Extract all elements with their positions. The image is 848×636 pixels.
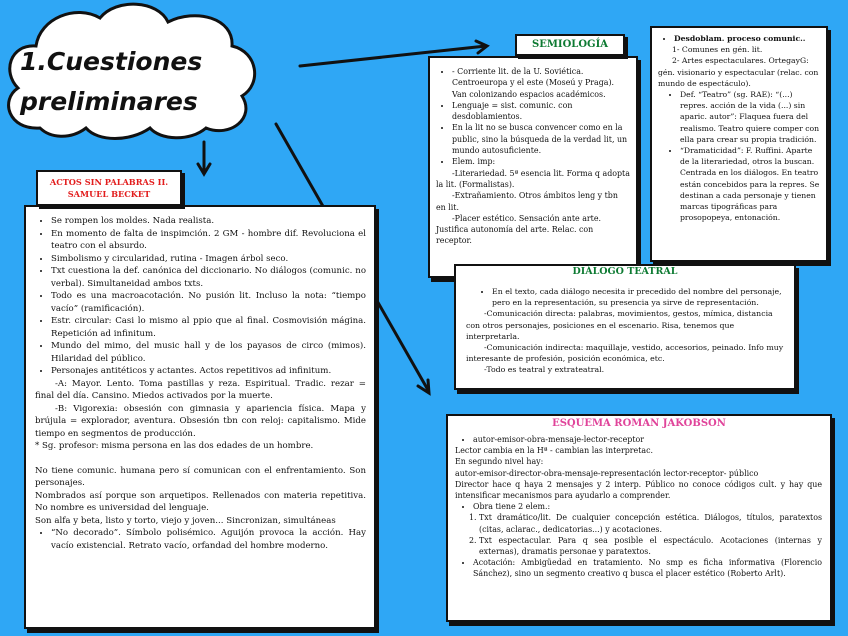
title-line-1: 1.Cuestiones (20, 47, 203, 76)
actos-bullet-0: • Se rompen los moldes. Nada realista. (51, 215, 366, 228)
actos-bullet-2: • Simbolismo y circularidad, rutina - Imagen árbol seco. (51, 253, 366, 266)
actos-bullet-7: • Personajes antitéticos y actantes. Actos repetitivos ad infinitum. (51, 365, 366, 378)
dialogo-bullet: • En el texto, cada diálogo necesita ir precedido del nombre del personaje, pero en la representación, su presencia ya sirve de representación. (492, 286, 786, 308)
esquema-panel (446, 414, 832, 622)
actos-panel (24, 205, 376, 629)
actos-bullet-1: • En momento de falta de inspimción. 2 GM - hombre dif. Revoluciona el teatro con el absurdo. (51, 228, 366, 253)
semiologia-bullet-3: • Elem. imp: (452, 156, 630, 167)
esquema-line-1: En segundo nivel hay: (455, 457, 544, 467)
esquema-bullet2-list (455, 501, 822, 512)
semiologia-item-2: -Placer estético. Sensación ante arte. Justifica autonomía del arte. Relac. con receptor. (436, 213, 602, 246)
semiologia-bullet-1: • Lenguaje = sist. comunic. con desdoblamientos. (452, 100, 630, 123)
actos-bullet-list (35, 215, 366, 378)
semiologia-heading: SEMIOLOGÍA (515, 34, 625, 56)
semiologia-item-0: -Literariedad. 5ª esencia lit. Forma q adopta la lit. (Formalistas). (436, 168, 630, 189)
actos-bullet-6: • Mundo del mimo, del music hall y de los payasos de circo (mimos). Hilaridad del público. (51, 340, 366, 365)
actos-para-comm: No tiene comunic. humana pero sí comunican con el enfrentamiento. Son personajes. (35, 465, 366, 488)
dialogo-line-0: -Comunicación directa: palabras, movimientos, gestos, mímica, distancia con otros personajes, posiciones en el escenario. Risa, tenemos que interpretarla. (466, 309, 773, 341)
dialogo-line-1: -Comunicación indirecta: maquillaje, vestido, accesorios, peinado. Info muy interesante de profesión, posición económica, etc. (466, 343, 784, 364)
esquema-bullet-2: • Obra tiene 2 elem.: (473, 501, 822, 512)
esquema-numbered-0: 1. Txt dramático/lit. De cualquier concepción estética. Diálogos, títulos, paratextos (citas, aclarac., dedicatorias...) y acotaciones. (479, 512, 822, 534)
actos-para-a: -A: Mayor. Lento. Toma pastillas y reza. Espiritual. Tradic. rezar = final del día. Cansino. Miedos activados por la muerte. (35, 378, 366, 401)
semiologia-bullet-2: • En la lit no se busca convencer como en la public, sino la búsqueda de la verdad lit, un mundo autosuficiente. (452, 122, 630, 156)
actos-para-prof: * Sg. profesor: misma persona en las dos edades de un hombre. (35, 441, 314, 451)
esquema-line-0: Lector cambia en la Hª - cambian las interpretac. (455, 446, 654, 456)
desdoblam-bullets (658, 89, 821, 223)
esquema-bullet3-list (455, 557, 822, 579)
actos-heading: ACTOS SIN PALABRAS II. SAMUEL BECKET (36, 170, 182, 206)
desdoblam-bullet-1: • “Dramaticidad”: F. Ruffini. Aparte de la literariedad, otros la buscan. Centrada en los diálogos. En teatro están concebidos para la repres. Se destinan a cada personaje y tienen marcas tipográficas para prosopopeya, entonación. (680, 145, 821, 223)
semiologia-bullet-0: • - Corriente lit. de la U. Soviética. Centroeuropa y el este (Moseú y Praga). Van colonizando espacios académicos. (452, 66, 630, 100)
actos-last-bullet: • “No decorado”. Símbolo polisémico. Aguijón provoca la acción. Hay vacío existencial. Retrato vacío, orfandad del hombre moderno. (51, 527, 366, 552)
esquema-numbered-list (455, 512, 822, 557)
semiologia-panel (428, 56, 638, 278)
actos-last-list (35, 527, 366, 552)
actos-para-nombr: Nombrados así porque son arquetipos. Rellenados con materia repetitiva. No nombre es universidad del lenguaje. (35, 490, 366, 513)
actos-para-alfa: Son alfa y beta, listo y torto, viejo y joven... Sincronizan, simultáneas (35, 515, 336, 526)
actos-bullet-5: • Estr. circular: Casi lo mismo al ppio que al final. Cosmovisión mágina. Repetición ad infinitum. (51, 315, 366, 340)
esquema-bullet-3: • Acotación: Ambigüedad en tratamiento. No smp es ficha informativa (Florencio Sánchez), sino un segmento creativo q busca el placer estético (Roberto Arlt). (473, 557, 822, 579)
esquema-bullet1-list (455, 434, 822, 445)
esquema-numbered-1: 2. Txt espectacular. Para q sea posible el espectáculo. Acotaciones (internas y externas), dramatis personae y paratextos. (479, 535, 822, 557)
desdoblam-panel (650, 26, 828, 262)
actos-para-b: -B: Vigorexia: obsesión con gimnasia y apariencia física. Mapa y brújula = explorador, aventura. Obsesión tbn con reloj: capitalismo. Mide tiempo en segmentos de producción. (35, 403, 366, 439)
dialogo-bullets (466, 286, 786, 308)
semiologia-bullets (436, 66, 630, 168)
desdoblam-item-0: 1- Comunes en gén. lit. (672, 45, 763, 55)
esquema-bullet-1: • autor-emisor-obra-mensaje-lector-receptor (473, 434, 822, 445)
esquema-line-2: autor-emisor-director-obra-mensaje-representación lector-receptor- público (455, 468, 759, 478)
esquema-heading: ESQUEMA ROMAN JAKOBSON (552, 418, 726, 429)
desdoblam-item-1: 2- Artes espectaculares. OrtegayG: gén. visionario y espectacular (relac. con mundo de espectáculo). (658, 56, 819, 88)
actos-bullet-4: • Todo es una macroacotación. No pusión lit. Incluso la nota: “tiempo vacío” (ramificación). (51, 290, 366, 315)
desdoblam-heading: • Desdoblam. proceso comunic.. (674, 33, 821, 44)
esquema-line-3: Director hace q haya 2 mensajes y 2 interp. Público no conoce códigos cult. y hay que intensificar mecanismos para ayudarlo a comprender. (455, 479, 822, 501)
page-title (20, 42, 260, 122)
dialogo-line-2: -Todo es teatral y extrateatral. (484, 365, 605, 375)
actos-bullet-3: • Txt cuestiona la def. canónica del diccionario. No diálogos (comunic. no verbal). Simultaneidad ambos txts. (51, 265, 366, 290)
desdoblam-bullet-0: • Def. “Teatro” (sg. RAE): “(...) repres. acción de la vida (...) sin aparic. autor”: Flaquea fuera del realismo. Teatro quiere comper con ella para crear su propia tradición. (680, 89, 821, 145)
title-line-2: preliminares (20, 87, 198, 116)
dialogo-heading: DIÁLOGO TEATRAL (572, 266, 678, 277)
semiologia-item-1: -Extrañamiento. Otros ámbitos leng y tbn en lit. (436, 191, 618, 212)
desdoblam-heading-list (658, 33, 821, 44)
